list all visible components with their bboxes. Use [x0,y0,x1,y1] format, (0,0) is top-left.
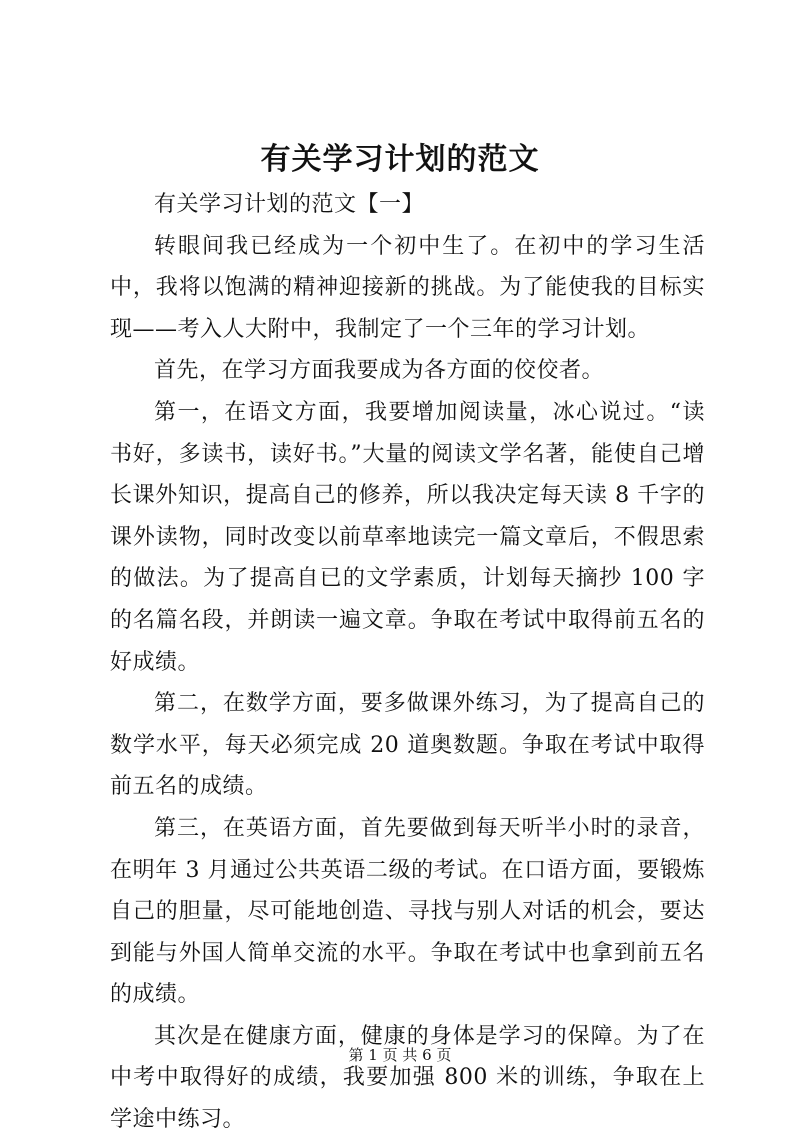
document-title: 有关学习计划的范文 [260,142,540,177]
document-body [110,184,705,1141]
paragraph-intro: 转眼间我已经成为一个初中生了。在初中的学习生活中，我将以饱满的精神迎接新的挑战。为了能使我的目标实现——考入人大附中，我制定了一个三年的学习计划。 [110,233,705,342]
paragraph-math: 第二，在数学方面，要多做课外练习，为了提高自己的数学水平，每天必须完成 20 道奥数题。争取在考试中取得前五名的成绩。 [110,691,705,800]
paragraph-english: 第三，在英语方面，首先要做到每天听半小时的录音，在明年 3 月通过公共英语二级的考试。在口语方面，要锻炼自己的胆量，尽可能地创造、寻找与别人对话的机会，要达到能与外国人简单交流的水平。争取在考试中也拿到前五名的成绩。 [110,815,705,1008]
paragraph-chinese: 第一，在语文方面，我要增加阅读量，冰心说过。“读书好，多读书，读好书。”大量的阅读文学名著，能使自己增长课外知识，提高自己的修养，所以我决定每天读 8 千字的课外读物，同时改变以前草率地读完一篇文章后，不假思索的做法。为了提高自已的文学素质，计划每天摘抄 100 字的名篇名段，并朗读一遍文章。争取在考试中取得前五名的好成绩。 [110,399,705,675]
section-heading: 有关学习计划的范文【一】 [154,192,425,217]
paragraph-health: 其次是在健康方面，健康的身体是学习的保障。为了在中考中取得好的成绩，我要加强 800 米的训练，争取在上学途中练习。 [110,1023,705,1133]
page-footer: 第 1 页 共 6 页 [348,1046,452,1064]
paragraph-study-goal: 首先，在学习方面我要成为各方面的佼佼者。 [154,358,605,384]
